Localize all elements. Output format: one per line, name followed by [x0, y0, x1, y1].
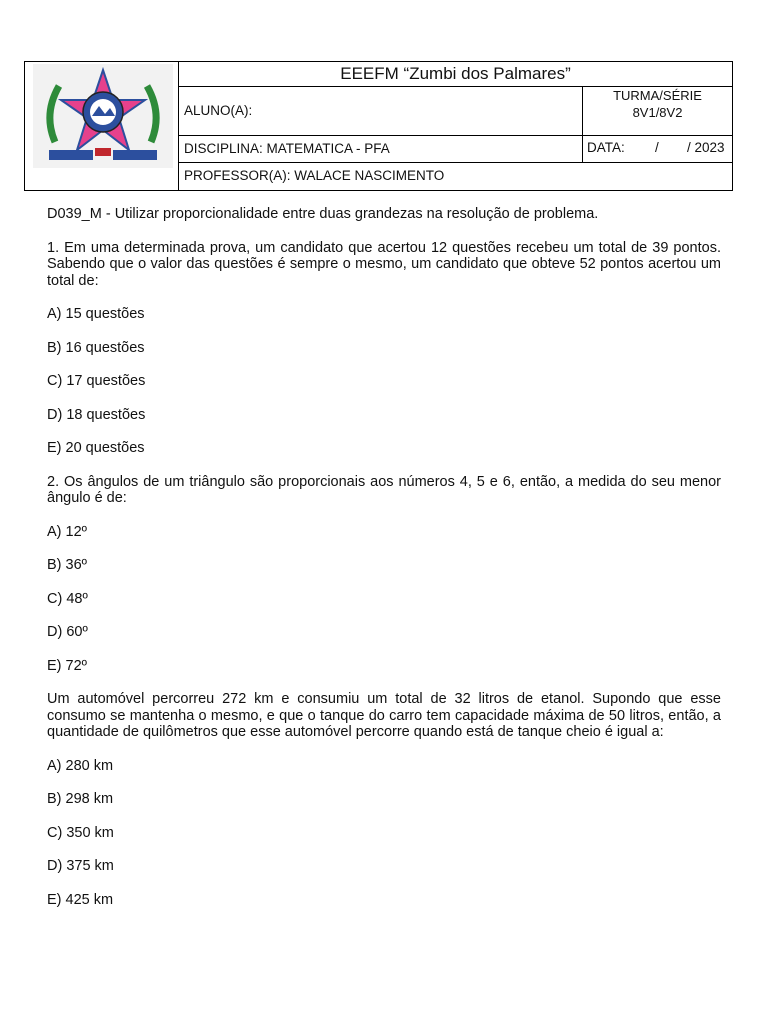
- header-row-teacher: [179, 163, 732, 190]
- question-1-option-b: B) 16 questões: [47, 339, 145, 356]
- question-2-option-a: A) 12º: [47, 523, 87, 540]
- class-cell: [582, 87, 732, 135]
- header-row-school: [179, 62, 732, 87]
- question-3-option-e: E) 425 km: [47, 891, 114, 908]
- date-label: DATA:: [587, 140, 625, 155]
- question-3-option-c: C) 350 km: [47, 824, 114, 841]
- exam-content: [47, 206, 721, 908]
- question-1-option-e: E) 20 questões: [47, 440, 145, 456]
- question-2-text: 2. Os ângulos de um triângulo são proporcionais aos números 4, 5 e 6, então, a medida do seu menor ângulo é de:: [47, 473, 721, 506]
- class-label: TURMA/SÉRIE: [613, 88, 702, 103]
- header-row-subject: [179, 136, 732, 163]
- state-coat-of-arms-logo: [33, 64, 173, 168]
- exam-header: [24, 61, 733, 191]
- question-2-option-b: B) 36º: [47, 557, 87, 573]
- question-1-option-a: A) 15 questões: [47, 306, 145, 322]
- student-label: ALUNO(A):: [184, 103, 253, 118]
- logo-cell: [25, 62, 179, 190]
- descriptor-text: D039_M - Utilizar proporcionalidade entre duas grandezas na resolução de problema.: [47, 206, 599, 222]
- question-3-option-b: B) 298 km: [47, 791, 114, 807]
- question-2-option-d: D) 60º: [47, 624, 88, 640]
- question-1-text: 1. Em uma determinada prova, um candidato que acertou 12 questões recebeu um total de 39 pontos. Sabendo que o valor das questões é sempre o mesmo, um candidato que obteve 52 pontos acertou um total de:: [47, 239, 721, 289]
- question-3-option-a: A) 280 km: [47, 757, 114, 774]
- school-name: EEEFM “Zumbi dos Palmares”: [340, 64, 571, 83]
- question-2-option-c: C) 48º: [47, 590, 88, 607]
- question-3-option-d: D) 375 km: [47, 858, 114, 874]
- header-row-student: [179, 87, 732, 136]
- date-separator-year: / 2023: [687, 140, 725, 155]
- teacher-label: PROFESSOR(A): WALACE NASCIMENTO: [184, 168, 445, 183]
- question-3-text: Um automóvel percorreu 272 km e consumiu um total de 32 litros de etanol. Supondo que esse consumo se mantenha o mesmo, e que o tanque do carro tem capacidade máxima de 50 litros, então, a quantidade de quilômetros que esse automóvel percorre quando está de tanque cheio é igual a:: [47, 691, 721, 740]
- subject-label: DISCIPLINA: MATEMATICA - PFA: [184, 141, 390, 156]
- question-1-option-d: D) 18 questões: [47, 406, 146, 423]
- question-1-option-c: C) 17 questões: [47, 373, 146, 389]
- date-separator-day: /: [655, 140, 659, 155]
- date-cell: [582, 136, 732, 162]
- class-value: 8V1/8V2: [632, 105, 683, 120]
- question-2-option-e: E) 72º: [47, 657, 87, 674]
